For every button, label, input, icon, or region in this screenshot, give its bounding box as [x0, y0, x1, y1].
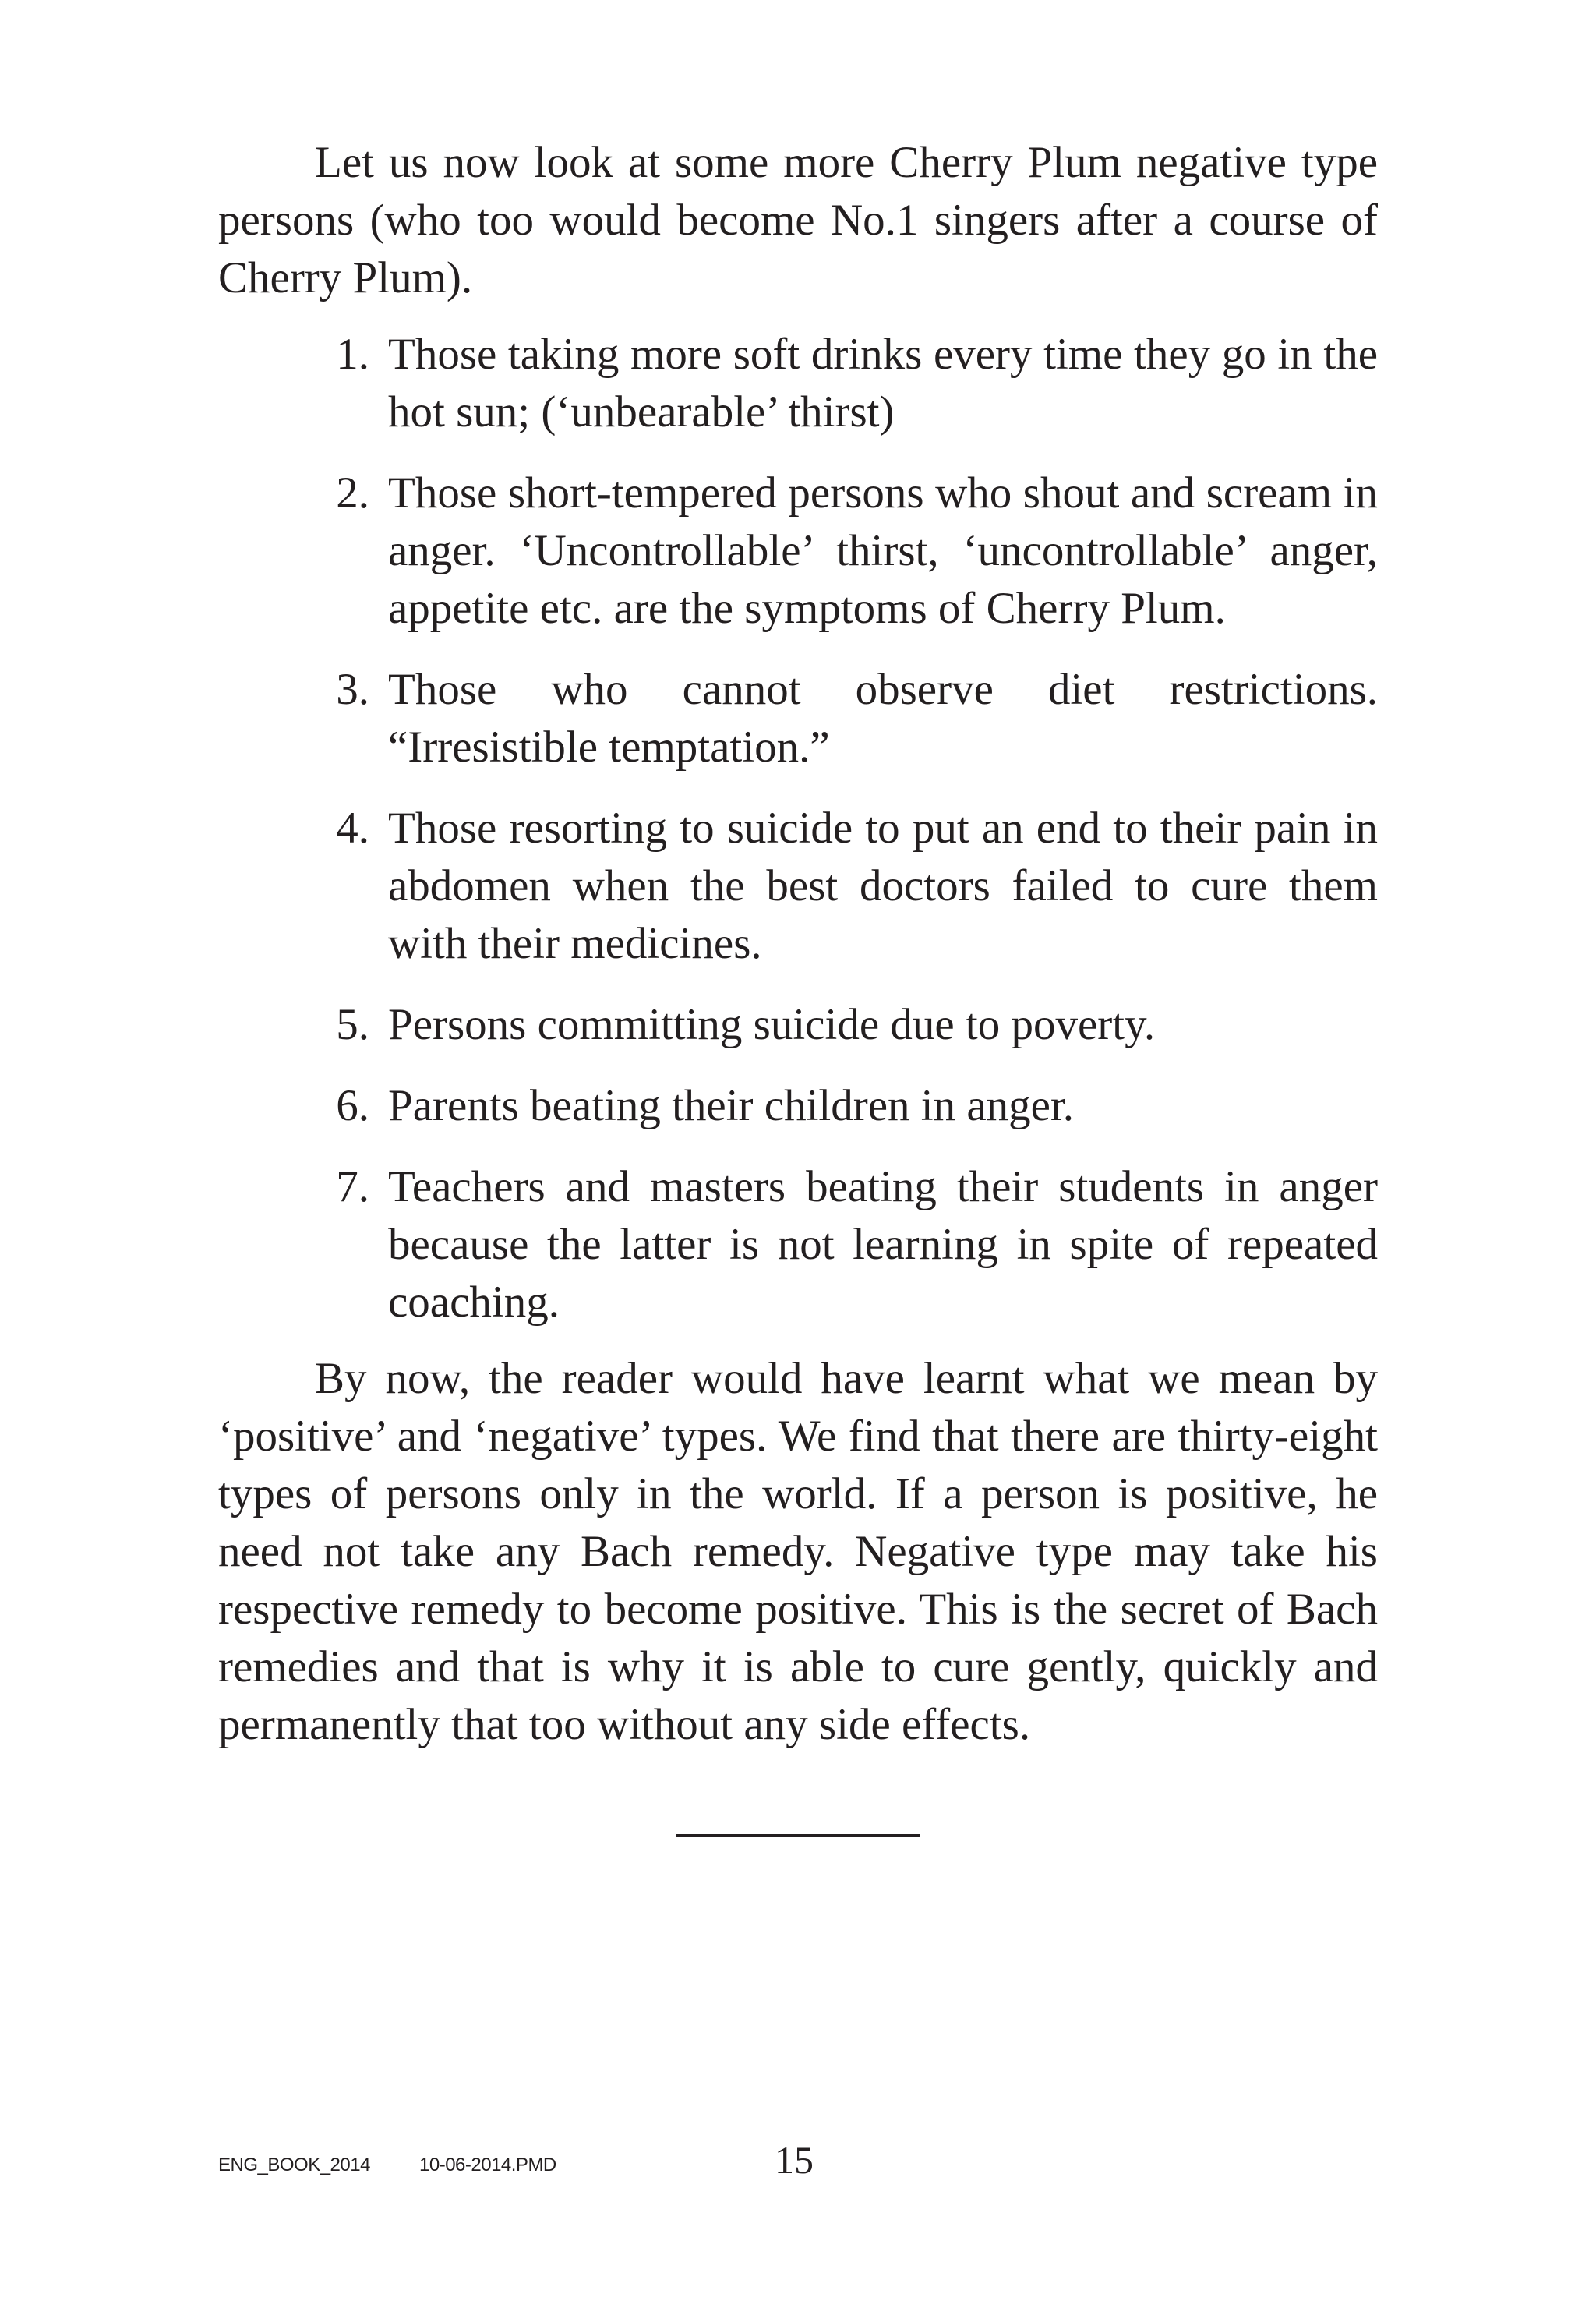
page-body	[218, 134, 1378, 1754]
list-item-number: 4.	[336, 804, 369, 853]
numbered-list	[218, 326, 1378, 1331]
page-footer	[218, 2137, 1378, 2192]
list-item-text: Teachers and masters beating their students in anger because the latter is not learning in spite of repeated coaching.	[388, 1162, 1378, 1327]
list-item-number: 3.	[336, 665, 369, 714]
list-item-text: Those taking more soft drinks every time they go in the hot sun; (‘unbearable’ thirst)	[388, 330, 1378, 436]
footer-file-date: 10-06-2014.PMD	[419, 2154, 556, 2175]
list-item-text: Those resorting to suicide to put an end to their pain in abdomen when the best doctors failed to cure them with their medicines.	[388, 804, 1378, 968]
list-item	[336, 996, 1378, 1054]
closing-paragraph: By now, the reader would have learnt what we mean by ‘positive’ and ‘negative’ types. We find that there are thirty-eight types of persons only in the world. If a person is positive, he need not take any Bach remedy. Negative type may take his respective remedy to become positive. This is the secret of Bach remedies and that is why it is able to cure gently, quickly and permanently that too without any side effects.	[218, 1354, 1378, 1749]
list-item	[336, 661, 1378, 776]
list-item-number: 6.	[336, 1081, 369, 1130]
list-item-text: Persons committing suicide due to poverty.	[388, 1000, 1156, 1049]
list-item-number: 2.	[336, 468, 369, 518]
list-item	[336, 326, 1378, 441]
intro-paragraph: Let us now look at some more Cherry Plum negative type persons (who too would become No.1 singers after a course of Cherry Plum).	[218, 138, 1378, 302]
footer-file-name: ENG_BOOK_2014	[218, 2154, 370, 2175]
list-item	[336, 800, 1378, 973]
list-item-number: 7.	[336, 1162, 369, 1211]
list-item-number: 1.	[336, 330, 369, 379]
list-item-text: Those short-tempered persons who shout and scream in anger. ‘Uncontrollable’ thirst, ‘uncontrollable’ anger, appetite etc. are the symptoms of Cherry Plum.	[388, 468, 1378, 633]
page-number: 15	[775, 2138, 814, 2182]
list-item	[336, 1077, 1378, 1135]
section-end-divider	[676, 1834, 920, 1837]
list-item	[336, 465, 1378, 638]
list-item	[336, 1158, 1378, 1331]
list-item-text: Those who cannot observe diet restrictions. “Irresistible temptation.”	[388, 665, 1378, 772]
list-item-text: Parents beating their children in anger.	[388, 1081, 1075, 1130]
list-item-number: 5.	[336, 1000, 369, 1049]
